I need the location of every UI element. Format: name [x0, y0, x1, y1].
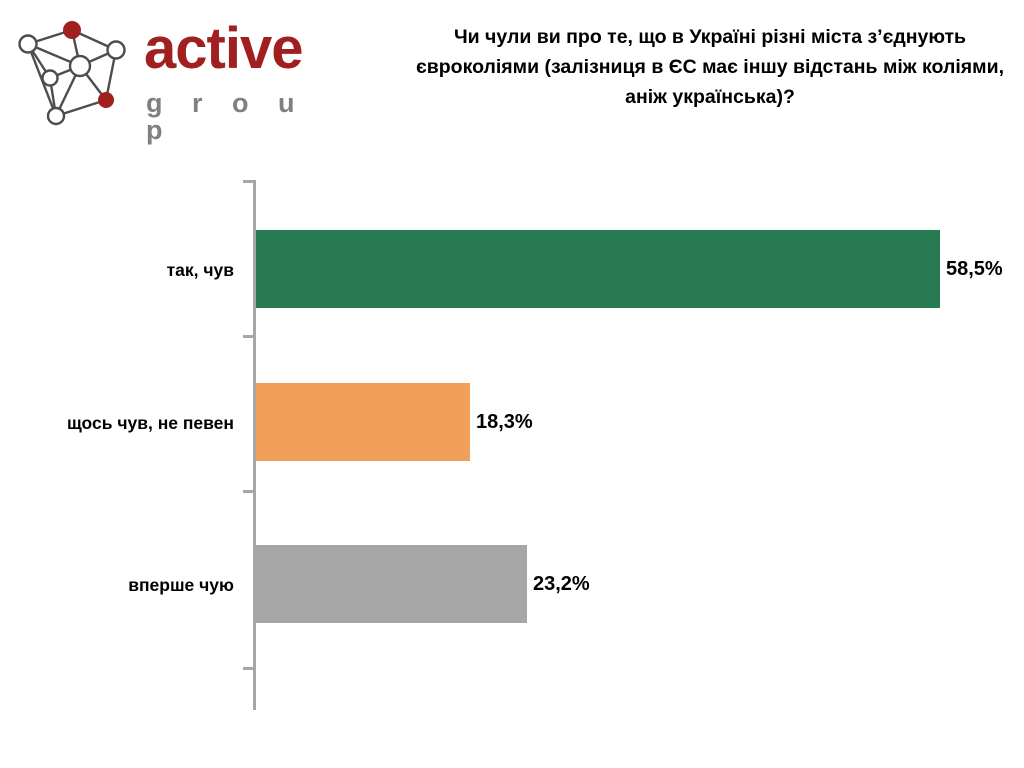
logo-subtitle: g r o u p: [146, 88, 306, 145]
bar-2: [256, 545, 527, 623]
bar-1: [256, 383, 470, 461]
category-label-2: вперше чую: [128, 575, 234, 595]
category-label-0: так, чув: [166, 260, 234, 280]
logo: [8, 10, 348, 145]
bar-value-1: 18,3%: [476, 411, 533, 433]
slide-header: [0, 0, 1024, 145]
bar-value-2: 23,2%: [533, 573, 590, 595]
logo-wordmark: active: [144, 16, 303, 81]
bar-0: [256, 230, 940, 308]
axis-tick: [243, 335, 253, 338]
bar-chart: [0, 140, 1024, 768]
category-label-1: щось чув, не певен: [66, 413, 234, 433]
page-title: Чи чули ви про те, що в Україні різні міста з’єднують євроколіями (залізниця в ЄС має іншу відстань між коліями, аніж українська)?: [415, 26, 1004, 108]
axis-tick: [243, 490, 253, 493]
bar-value-0: 58,5%: [946, 258, 1003, 280]
axis-tick: [243, 667, 253, 670]
network-nodes-icon: [12, 16, 132, 126]
axis-tick: [243, 180, 253, 183]
